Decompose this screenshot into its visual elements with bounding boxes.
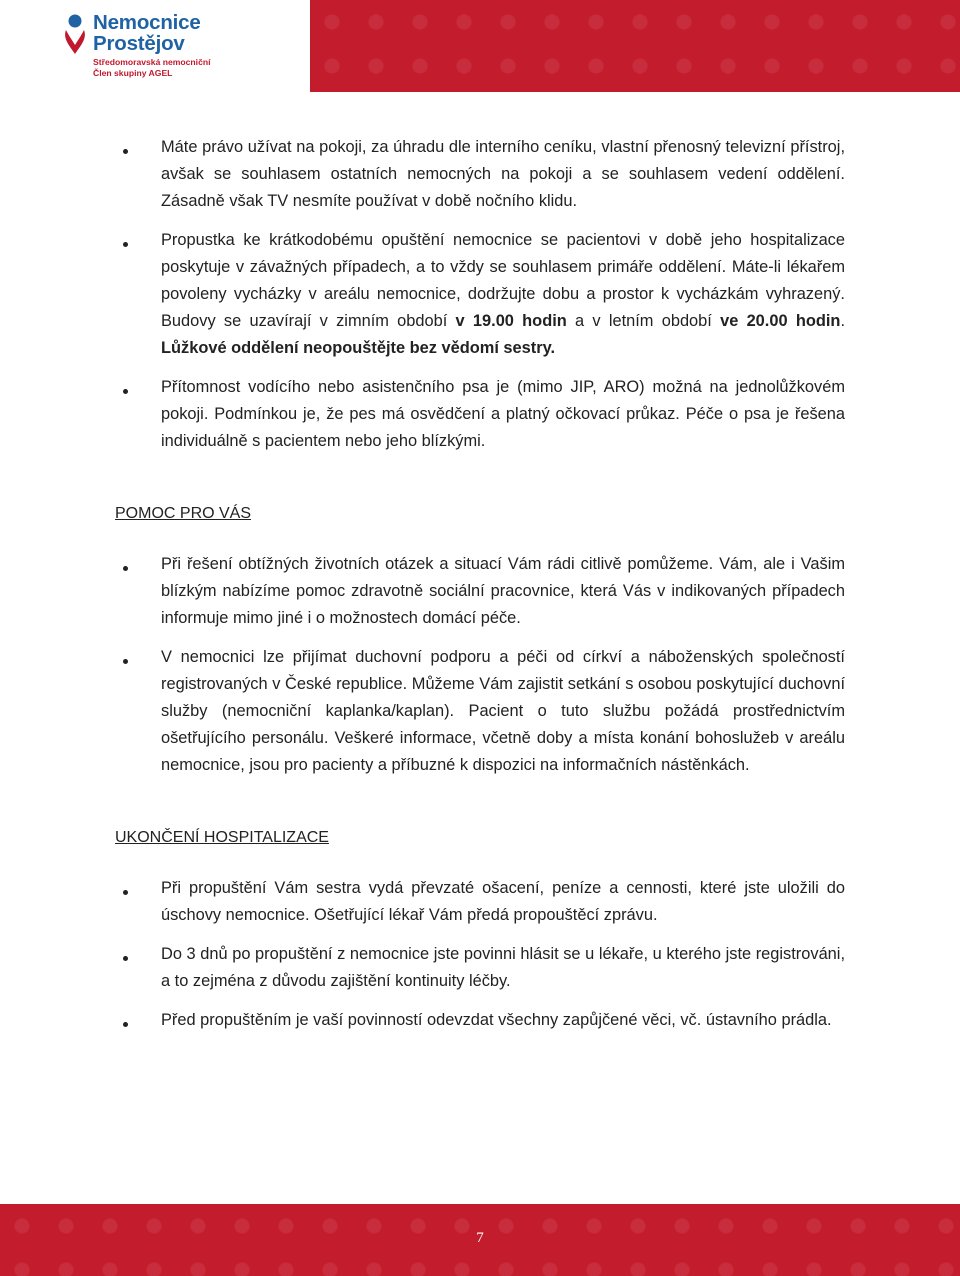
text-segment: Propustka ke krátkodobému opuštění nemocnice se pacientovi v době jeho hospitalizace poskytuje v závažných případech, a to vždy se souhlasem primáře oddělení. Máte-li lékařem povoleny vycházky v areálu nemocnice, dodržujte dobu a prostor k vycházkám vyhrazený. Budovy se uzavírají v zimním období [161,231,845,330]
paragraph [161,227,845,362]
discharge-list [115,875,845,1034]
list-item [115,134,845,215]
logo-subtitle [93,57,211,79]
logo-line-2: Prostějov [93,32,185,55]
help-list [115,551,845,779]
list-item [115,374,845,455]
page-footer [0,1204,960,1276]
paragraph: Máte právo užívat na pokoji, za úhradu dle interního ceníku, vlastní přenosný televizní přístroj, avšak se souhlasem ostatních nemocných na pokoji a se souhlasem vedení oddělení. Zásadně však TV nesmíte používat v době nočního klidu. [161,138,845,210]
rules-list [115,134,845,455]
page-header [0,0,960,92]
paragraph: Při propuštění Vám sestra vydá převzaté ošacení, peníze a cennosti, které jste uložili do úschovy nemocnice. Ošetřující lékař Vám předá propouštěcí zprávu. [161,879,845,924]
paragraph: Přítomnost vodícího nebo asistenčního psa je (mimo JIP, ARO) možná na jednolůžkovém pokoji. Podmínkou je, že pes má osvědčení a platný očkovací průkaz. Péče o psa je řešena individuálně s pacientem nebo jeho blízkými. [161,378,845,450]
logo-line-1: Nemocnice [93,11,201,34]
section-heading: UKONČENÍ HOSPITALIZACE [115,829,329,846]
bullet-icon [123,956,128,961]
bold-segment: ve 20.00 hodin [720,312,841,330]
bullet-icon [123,149,128,154]
bullet-icon [123,1022,128,1027]
list-item [115,644,845,779]
bullet-icon [123,389,128,394]
bullet-icon [123,659,128,664]
page-number: 7 [476,1230,484,1246]
paragraph: Do 3 dnů po propuštění z nemocnice jste povinni hlásit se u lékaře, u kterého jste registrováni, a to zejména z důvodu zajištění kontinuity léčby. [161,945,845,990]
list-item [115,227,845,362]
bullet-icon [123,890,128,895]
logo-sub-line-2: Člen skupiny AGEL [93,68,173,78]
paragraph: V nemocnici lze přijímat duchovní podporu a péči od církví a náboženských společností registrovaných v České republice. Můžeme Vám zajistit setkání s osobou poskytující duchovní služby (nemocniční kaplanka/kaplan). Pacient o tuto službu požádá prostřednictvím ošetřujícího personálu. Veškeré informace, včetně doby a místa konání bohoslužeb v areálu nemocnice, jsou pro pacienty a příbuzné k dispozici na informačních nástěnkách. [161,648,845,774]
list-item [115,1007,845,1034]
section-heading: POMOC PRO VÁS [115,505,252,522]
hospital-logo [0,0,300,92]
bold-segment: Lůžkové oddělení neopouštějte bez vědomí sestry. [161,339,556,357]
bullet-icon [123,242,128,247]
list-item [115,551,845,632]
list-item [115,941,845,995]
list-item [115,875,845,929]
paragraph: Při řešení obtížných životních otázek a situací Vám rádi citlivě pomůžeme. Vám, ale i Vašim blízkým nabízíme pomoc zdravotně sociální pracovnice, která Vás v indikovaných případech informuje mimo jiné i o možnostech domácí péče. [161,555,845,627]
document-body [115,134,845,1046]
bullet-icon [123,566,128,571]
text-segment: . [840,312,845,330]
header-banner [310,0,960,92]
text-segment: a v letním období [566,312,721,330]
paragraph: Před propuštěním je vaší povinností odevzdat všechny zapůjčené věci, vč. ústavního prádla. [161,1011,832,1029]
hospital-logo-icon [60,14,90,58]
logo-sub-line-1: Středomoravská nemocniční [93,57,211,67]
logo-name [93,12,201,54]
bold-segment: v 19.00 hodin [455,312,567,330]
